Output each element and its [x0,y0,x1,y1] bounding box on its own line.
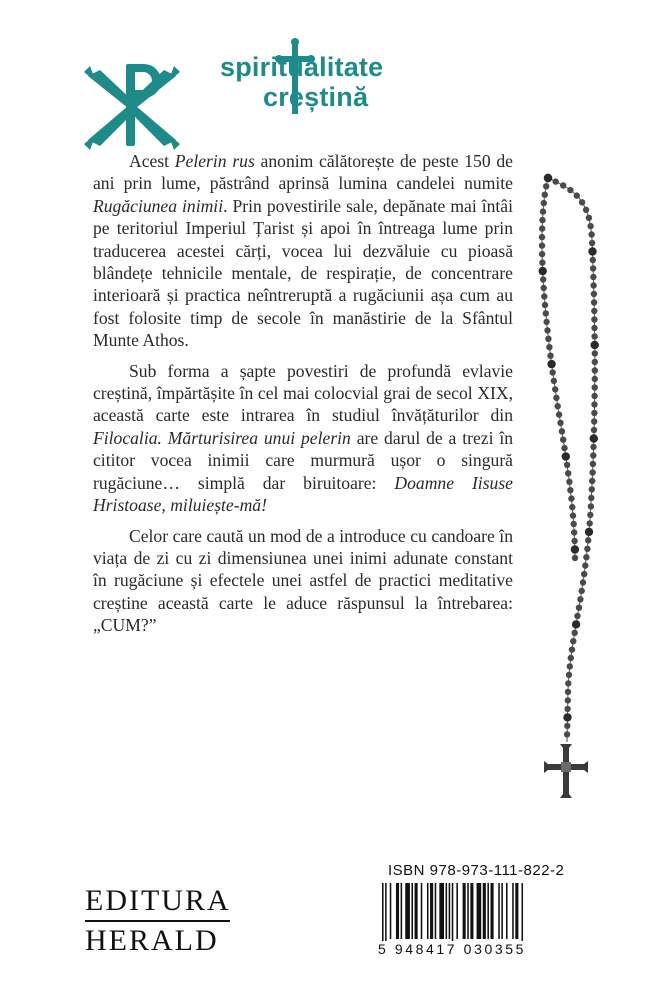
rosary-bead [543,183,549,189]
rosary-bead [588,231,594,237]
text-run: Acest [129,151,175,171]
italic-text: Pelerin rus [174,151,255,171]
barcode-bar [522,883,524,945]
rosary-bead [562,452,570,460]
rosary-cross-icon [544,744,588,798]
rosary-bead [589,469,595,475]
rosary-bead [553,178,559,184]
rosary-bead [591,291,597,297]
italic-text: Doamne Iisuse Hristoase, miluiește-mă! [93,472,513,516]
rosary-bead [591,333,597,339]
rosary-bead [588,503,594,509]
rosary-bead [540,276,546,282]
rosary-bead [550,369,556,375]
barcode-bar [427,883,429,939]
italic-text: Filocalia. Mărturisirea unui pelerin [93,427,351,448]
rosary-bead [571,545,579,553]
barcode-bar [456,883,458,939]
rosary-bead [560,437,566,443]
rosary-bead [588,247,596,255]
rosary-bead [559,428,565,434]
text-run: Celor care caută un mod de a introduce cu candoare în viața de zi cu zi dimensiunea unei inimi adunate constant în rugăciune și efectele unei astfel de practici meditative creștine această carte le aduce răspunsul la întrebarea: „CUM?” [93,525,513,636]
barcode-bar [506,883,508,939]
rosary-bead [574,613,580,619]
rosary-bead [564,731,570,737]
rosary-bead [541,200,547,206]
series-title [220,52,383,112]
rosary-bead [579,199,585,205]
isbn-number: ISBN 978-973-111-822-2 [388,862,565,879]
rosary-bead [556,411,562,417]
rosary-bead [591,401,597,407]
barcode-bar [501,883,503,939]
rosary-bead [542,192,548,198]
rosary-bead [568,495,574,501]
series-title-line1: spiritualitate [220,52,384,82]
barcode-bar [512,883,514,939]
barcode-bar [421,883,423,939]
rosary-bead [547,353,553,359]
rosary-bead [565,689,571,695]
rosary-bead [590,282,596,288]
rosary-bead [587,512,593,518]
back-cover-description [93,150,513,645]
rosary-bead [589,478,595,484]
barcode-bar [446,883,448,939]
rosary-bead [568,655,574,661]
text-run: Sub forma a șapte povestiri de profundă evlavie creștină, împărtășite în cel mai colocvial grai de secol XIX, această carte este intrarea în studiul învățăturilor din [93,360,513,426]
rosary-bead [583,207,589,213]
rosary-bead [553,395,559,401]
rosary-bead [574,192,580,198]
rosary-bead [592,384,598,390]
rosary-bead [543,310,549,316]
barcode-bar [382,883,384,945]
barcode-bar [435,883,437,939]
rosary-bead [567,187,573,193]
barcode-bar [491,883,494,939]
rosary-bead [539,217,545,223]
rosary-bead [539,251,545,257]
rosary-bead [544,174,552,182]
rosary-bead [591,308,597,314]
chi-rho-icon [82,60,182,150]
chi-rho-logo [82,60,182,150]
barcode-bar [477,883,482,939]
publisher-logo [85,884,231,958]
rosary-bead [591,299,597,305]
rosary-bead [590,274,596,280]
rosary-bead [577,596,583,602]
rosary-bead [591,410,597,416]
series-title-line2: creștină [263,82,369,112]
paragraph-3 [93,525,513,637]
rosary-bead [572,555,578,561]
rosary-bead [584,546,590,552]
rosary-bead [566,672,572,678]
rosary-bead [551,378,557,384]
barcode-bar [415,883,418,939]
barcode-bar [463,883,466,939]
rosary-bead [585,537,591,543]
rosary-bead [564,723,570,729]
rosary-bead [570,512,576,518]
barcode-bar [390,883,392,939]
rosary-bead [586,215,592,221]
rosary-bead [545,336,551,342]
rosary-bead [583,554,589,560]
publisher-rule [85,920,230,922]
rosary-bead [567,487,573,493]
rosary-bead [544,174,552,182]
text-run: anonim călătorește de peste 150 de ani prin lume, păstrând aprinsă lumina candelei numite [93,151,513,194]
publisher-line1: EDITURA [85,884,231,917]
rosary-bead [565,470,571,476]
rosary-bead [571,521,577,527]
rosary-bead [592,367,598,373]
barcode-bar [385,883,387,945]
barcode-bar [498,883,500,939]
publisher-line2: HERALD [85,924,219,957]
barcode-bar [467,883,469,939]
rosary-bead [564,462,570,468]
rosary-bead [564,706,570,712]
rosary-bead [571,529,577,535]
rosary-bead [555,403,561,409]
rosary-bead [591,316,597,322]
paragraph-1 [93,150,513,352]
rosary-bead [543,319,549,325]
rosary-bead [590,461,596,467]
rosary-bead [590,444,596,450]
rosary-bead [579,588,585,594]
rosary-bead [567,663,573,669]
rosary-bead [572,630,578,636]
rosary-bead [539,242,545,248]
rosary-bead [592,359,598,365]
barcode-bar [396,883,399,939]
rosary-bead [589,486,595,492]
rosary-bead [569,646,575,652]
rosary-bead [591,427,597,433]
rosary-bead [592,376,598,382]
barcode-bar [401,883,403,939]
barcode-bar [411,883,413,939]
rosary-bead [590,452,596,458]
rosary-bead [570,638,576,644]
rosary-bead [591,393,597,399]
rosary-bead [585,528,593,536]
rosary-bead [539,259,545,265]
rosary-bead [591,418,597,424]
barcode-bar [439,883,444,939]
rosary-bead [592,350,598,356]
rosary-bead [588,495,594,501]
rosary-bead [591,341,599,349]
rosary-bead [591,325,597,331]
barcode-bar [430,883,433,939]
rosary-bead [544,327,550,333]
rosary-bead [539,234,545,240]
rosary-bead [589,240,595,246]
rosary-bead [587,223,593,229]
barcode-bar [405,883,410,939]
rosary-bead [541,285,547,291]
text-run: . Prin povestirile sale, depănate mai întâi pe teritoriul Imperiul Țarist și apoi în întreaga lume prin traducerea acestei cărți, vocea lui dezvăluie cu pioasă blândețe tehnicile mentale, de respirație, de concentrare interioară și practica neîntreruptă a rugăciunii așa cum au fost folosite timp de secole în manăstirie de la Sfântul Munte Athos. [93,195,513,351]
barcode-bar [483,883,486,939]
rosary-bead [572,620,580,628]
rosary-bead [590,257,596,263]
rosary-bead [590,434,598,442]
barcode-bar [470,883,473,939]
paragraph-2 [93,360,513,517]
rosary-bead [560,182,566,188]
barcode-bar [452,883,454,945]
rosary-bead [576,605,582,611]
rosary-bead [571,538,577,544]
barcode-bar [487,883,489,939]
rosary-bead [557,420,563,426]
rosary-bead [539,225,545,231]
rosary-bead [541,293,547,299]
rosary-bead [542,302,548,308]
rosary-bead [590,265,596,271]
rosary-bead [565,697,571,703]
barcode-bar [515,883,518,939]
rosary-bead [566,479,572,485]
rosary-bead [540,208,546,214]
rosary-bead [581,571,587,577]
rosary-bead [561,445,567,451]
rosary-bead [563,713,571,721]
rosary-bead [565,680,571,686]
rosary-bead [546,344,552,350]
barcode-icon [378,883,578,948]
rosary-bead [547,360,555,368]
rosary-bead [569,504,575,510]
text-run: are darul de a trezi în cititor vocea inimii care murmură ușor o singură rugăciune… simplă dar biruitoare: [93,427,513,493]
barcode-bar [449,883,451,939]
italic-text: Rugăciunea inimii [93,195,224,216]
barcode-digits: 5 948417 030355 [378,941,578,957]
rosary-bead [582,562,588,568]
rosary-bead [587,520,593,526]
rosary-bead [539,267,547,275]
rosary-bead [552,386,558,392]
rosary-bead [580,579,586,585]
